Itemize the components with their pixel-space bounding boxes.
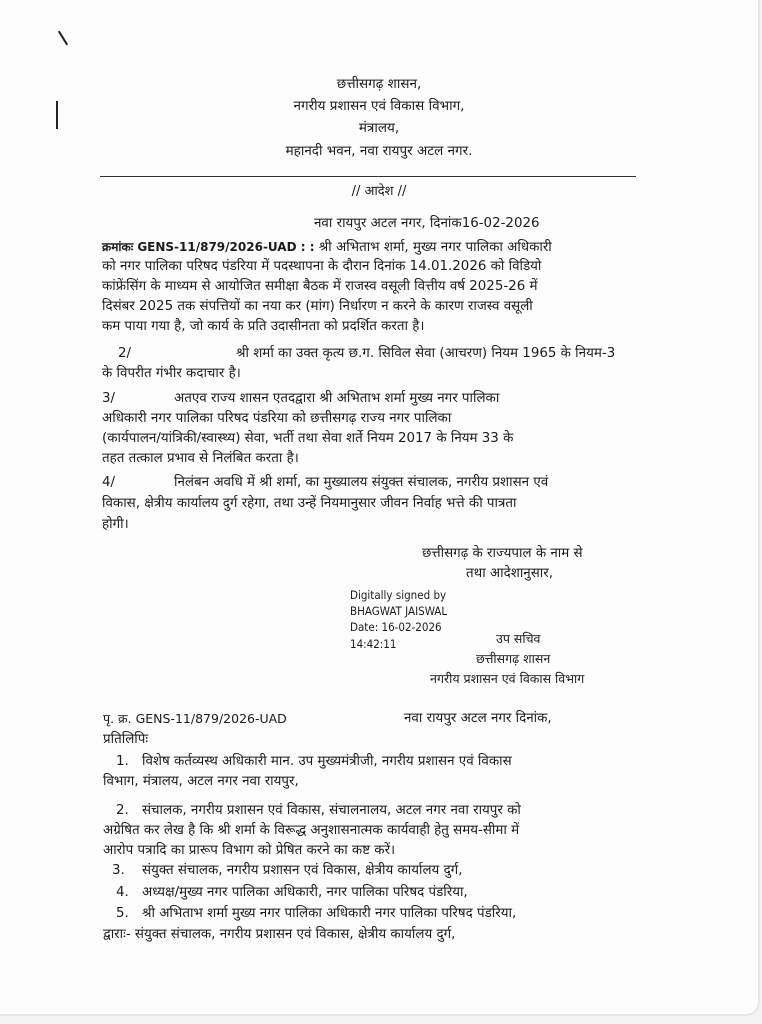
copy-item-number: 2. xyxy=(116,803,129,818)
signatory-govt: छत्तीसगढ़ शासन xyxy=(476,651,551,666)
digital-signature-date: Date: 16-02-2026 xyxy=(350,620,442,634)
digital-signature-name: BHAGWAT JAISWAL xyxy=(350,604,448,618)
digital-signature-time: 14:42:11 xyxy=(350,637,397,651)
para4-line3: होगी। xyxy=(102,517,129,532)
para4-line1: निलंबन अवधि में श्री शर्मा, का मुख्यालय संयुक्त संचालक, नगरीय प्रशासन एवं xyxy=(174,475,549,490)
para1-line2: को नगर पालिका परिषद पंडरिया में पदस्थापना के दौरान दिनांक 14.01.2026 को विडियो xyxy=(102,259,542,274)
para1-line5: कम पाया गया है, जो कार्य के प्रति उदासीनता को प्रदर्शित करता है। xyxy=(102,319,425,334)
governor-line1: छत्तीसगढ़ के राज्यपाल के नाम से xyxy=(422,546,583,561)
order-ref: क्रमांकः GENS-11/879/2026-UAD : : xyxy=(102,240,315,254)
copy-item-2-line3: आरोप पत्रादि का प्रारूप विभाग को प्रेषित करने का कष्ट करें। xyxy=(103,843,396,858)
copy-label: प्रतिलिपिः xyxy=(103,732,149,747)
para2-number: 2/ xyxy=(118,346,132,361)
pen-mark xyxy=(58,31,68,46)
para1-line3: कांफ्रेंसिंग के माध्यम से आयोजित समीक्षा बैठक में राजस्व वसूली वित्तीय वर्ष 2025-26 में xyxy=(102,279,538,294)
para3-line2: अधिकारी नगर पालिका परिषद पंडरिया को छत्तीसगढ़ राज्य नगर पालिका xyxy=(102,411,452,426)
header-line-4: महानदी भवन, नवा रायपुर अटल नगर. xyxy=(285,143,473,159)
governor-line2: तथा आदेशानुसार, xyxy=(466,566,553,581)
para4-line2: विकास, क्षेत्रीय कार्यालय दुर्ग रहेगा, तथा उन्हें नियमानुसार जीवन निर्वाह भत्ते की पात्रता xyxy=(102,496,517,511)
order-number xyxy=(102,238,552,257)
para2-line1: श्री शर्मा का उक्त कृत्य छ.ग. सिविल सेवा (आचरण) नियम 1965 के नियम-3 xyxy=(236,346,616,361)
para3-line4: तहत तत्काल प्रभाव से निलंबित करता है। xyxy=(102,451,299,466)
copy-item-number: 4. xyxy=(116,885,129,900)
copy-item-2-line1: संचालक, नगरीय प्रशासन एवं विकास, संचालनालय, अटल नगर नवा रायपुर को xyxy=(142,803,521,818)
header-line-1: छत्तीसगढ़ शासन, xyxy=(336,76,422,92)
para3-line1: अतएव राज्य शासन एतदद्वारा श्री अभिताभ शर्मा मुख्य नगर पालिका xyxy=(174,391,500,406)
header-line-3: मंत्रालय, xyxy=(358,120,400,136)
copy-item-4-line1: अध्यक्ष/मुख्य नगर पालिका अधिकारी, नगर पालिका परिषद पंडरिया, xyxy=(142,885,468,900)
signatory-designation: उप सचिव xyxy=(496,631,541,646)
copy-item-1-line1: विशेष कर्तव्यस्थ अधिकारी मान. उप मुख्यमंत्रीजी, नगरीय प्रशासन एवं विकास xyxy=(142,754,512,769)
copy-item-5-line2: द्वाराः- संयुक्त संचालक, नगरीय प्रशासन एवं विकास, क्षेत्रीय कार्यालय दुर्ग, xyxy=(103,927,456,942)
header-divider xyxy=(100,176,636,177)
para2-line2: के विपरीत गंभीर कदाचार है। xyxy=(102,366,241,381)
copy-item-number: 5. xyxy=(116,906,129,921)
para1-line1: श्री अभिताभ शर्मा, मुख्य नगर पालिका अधिकारी xyxy=(318,240,552,255)
copy-item-2-line2: अग्रेषित कर लेख है कि श्री शर्मा के विरूद्ध अनुशासनात्मक कार्यवाही हेतु समय-सीमा में xyxy=(103,823,520,838)
endorsement-ref: पृ. क्र. GENS-11/879/2026-UAD xyxy=(103,711,287,726)
signatory-department: नगरीय प्रशासन एवं विकास विभाग xyxy=(430,671,585,686)
copy-item-5-line1: श्री अभिताभ शर्मा मुख्य नगर पालिका अधिकारी नगर पालिका परिषद पंडरिया, xyxy=(142,906,517,921)
para3-number: 3/ xyxy=(102,391,116,406)
order-heading: // आदेश // xyxy=(351,184,407,199)
order-date: नवा रायपुर अटल नगर, दिनांक16-02-2026 xyxy=(314,216,540,231)
para1-line4: दिसंबर 2025 तक संपत्तियों का नया कर (मांग) निर्धारण न करने के कारण राजस्व वसूली xyxy=(102,299,533,314)
endorsement-date: नवा रायपुर अटल नगर दिनांक, xyxy=(404,711,552,726)
copy-item-number: 3. xyxy=(112,863,125,878)
copy-item-1-line2: विभाग, मंत्रालय, अटल नगर नवा रायपुर, xyxy=(103,774,299,789)
header-line-2: नगरीय प्रशासन एवं विकास विभाग, xyxy=(293,98,465,114)
para3-line3: (कार्यपालन/यांत्रिकी/स्वास्थ्य) सेवा, भर्ती तथा सेवा शर्ते नियम 2017 के नियम 33 के xyxy=(102,431,514,446)
digital-signature-line1: Digitally signed by xyxy=(350,588,447,602)
copy-item-3-line1: संयुक्त संचालक, नगरीय प्रशासन एवं विकास, क्षेत्रीय कार्यालय दुर्ग, xyxy=(142,863,463,878)
para4-number: 4/ xyxy=(102,475,116,490)
copy-item-number: 1. xyxy=(116,754,129,769)
